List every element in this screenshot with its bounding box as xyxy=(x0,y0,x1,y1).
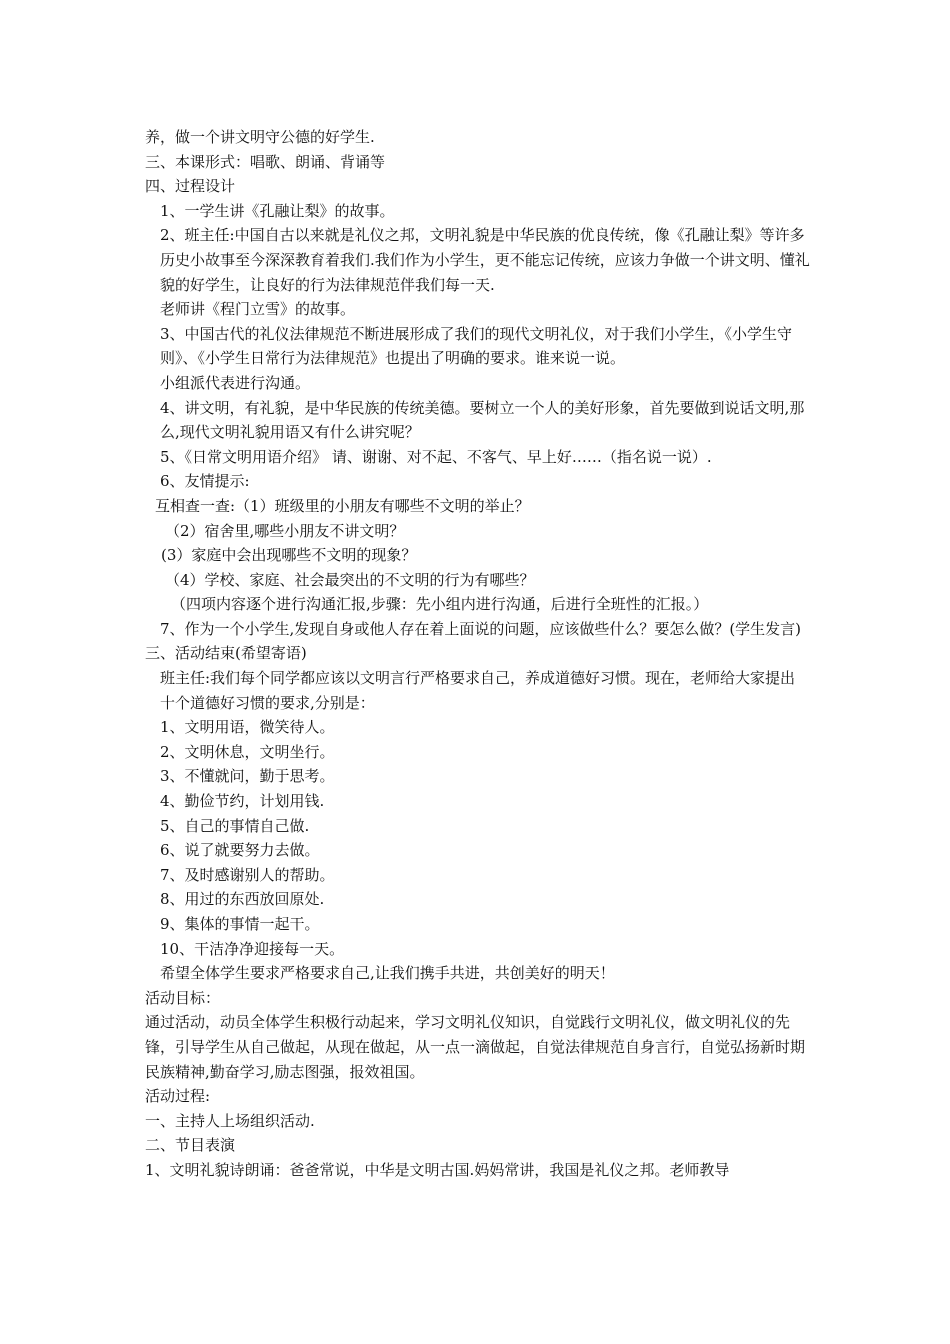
paragraph: 班主任:我们每个同学都应该以文明言行严格要求自己，养成道德好习惯。现在，老师给大家提出十个道德好习惯的要求,分别是： xyxy=(160,669,796,712)
list-item: 6、说了就要努力去做。 xyxy=(160,841,320,860)
paragraph: 1、文明礼貌诗朗诵：爸爸常说，中华是文明古国.妈妈常讲，我国是礼仪之邦。老师教导 xyxy=(145,1160,730,1179)
list-item: 6、友情提示: xyxy=(160,472,250,491)
section-heading: 四、过程设计 xyxy=(145,177,236,196)
paragraph: 希望全体学生要求严格要求自己,让我们携手共进，共创美好的明天！ xyxy=(160,964,615,983)
section-heading: 活动目标： xyxy=(145,988,221,1007)
list-item: 10、干洁净净迎接每一天。 xyxy=(160,939,345,958)
list-item: 1、文明用语，微笑待人。 xyxy=(160,718,335,737)
list-item: 5、自己的事情自己做. xyxy=(160,816,310,835)
paragraph: 4、讲文明，有礼貌，是中华民族的传统美德。要树立一个人的美好形象，首先要做到说话文明,那么,现代文明礼貌用语又有什么讲究呢？ xyxy=(160,398,805,442)
list-item: （2）宿舍里,哪些小朋友不讲文明？ xyxy=(165,521,405,540)
list-item: 互相查一查:（1）班级里的小朋友有哪些不文明的举止？ xyxy=(155,496,530,515)
paragraph: 养，做一个讲文明守公德的好学生. xyxy=(145,128,375,146)
paragraph: 小组派代表进行沟通。 xyxy=(160,373,311,392)
section-heading: 活动过程: xyxy=(145,1087,211,1106)
list-item: 4、勤俭节约，计划用钱. xyxy=(160,792,325,811)
paragraph: 老师讲《程门立雪》的故事。 xyxy=(160,300,356,319)
list-item: （4）学校、家庭、社会最突出的不文明的行为有哪些？ xyxy=(165,570,535,589)
list-item: 3、不懂就问，勤于思考。 xyxy=(160,767,335,786)
paragraph: 3、中国古代的礼仪法律规范不断进展形成了我们的现代文明礼仪，对于我们小学生，《小学生守则》、《小学生日常行为法律规范》也提出了明确的要求。谁来说一说。 xyxy=(160,324,793,368)
list-item: 7、及时感谢别人的帮助。 xyxy=(160,865,335,884)
list-item: 8、用过的东西放回原处. xyxy=(160,890,325,909)
document-body xyxy=(145,125,810,1183)
paragraph: （四项内容逐个进行沟通汇报,步骤：先小组内进行沟通，后进行全班性的汇报。） xyxy=(171,595,709,614)
list-item: 2、文明休息，文明坐行。 xyxy=(160,742,335,761)
section-heading: 二、节目表演 xyxy=(145,1136,236,1155)
list-item: (3）家庭中会出现哪些不文明的现象？ xyxy=(161,546,417,565)
section-heading: 一、主持人上场组织活动. xyxy=(145,1111,315,1130)
list-item: 1、一学生讲《孔融让梨》的故事。 xyxy=(160,201,395,220)
paragraph: 5、《日常文明用语介绍》 请、谢谢、对不起、不客气、早上好……（指名说一说）. xyxy=(160,447,712,466)
paragraph: 2、班主任:中国自古以来就是礼仪之邦，文明礼貌是中华民族的优良传统，像《孔融让梨》等许多历史小故事至今深深教育着我们.我们作为小学生，更不能忘记传统，应该力争做一个讲文明、懂礼貌的好学生，让良好的行为法律规范伴我们每一天. xyxy=(160,226,810,294)
section-heading: 三、本课形式：唱歌、朗诵、背诵等 xyxy=(145,152,386,171)
list-item: 9、集体的事情一起干。 xyxy=(160,915,320,933)
paragraph: 通过活动，动员全体学生积极行动起来，学习文明礼仪知识，自觉践行文明礼仪，做文明礼仪的先锋，引导学生从自己做起，从现在做起，从一点一滴做起，自觉法律规范自身言行，自觉弘扬新时期民族精神,勤奋学习,励志图强，报效祖国。 xyxy=(145,1013,806,1081)
paragraph: 7、作为一个小学生,发现自身或他人存在着上面说的问题，应该做些什么？要怎么做？(学生发言) xyxy=(160,619,802,638)
section-heading: 三、活动结束(希望寄语) xyxy=(145,644,307,663)
